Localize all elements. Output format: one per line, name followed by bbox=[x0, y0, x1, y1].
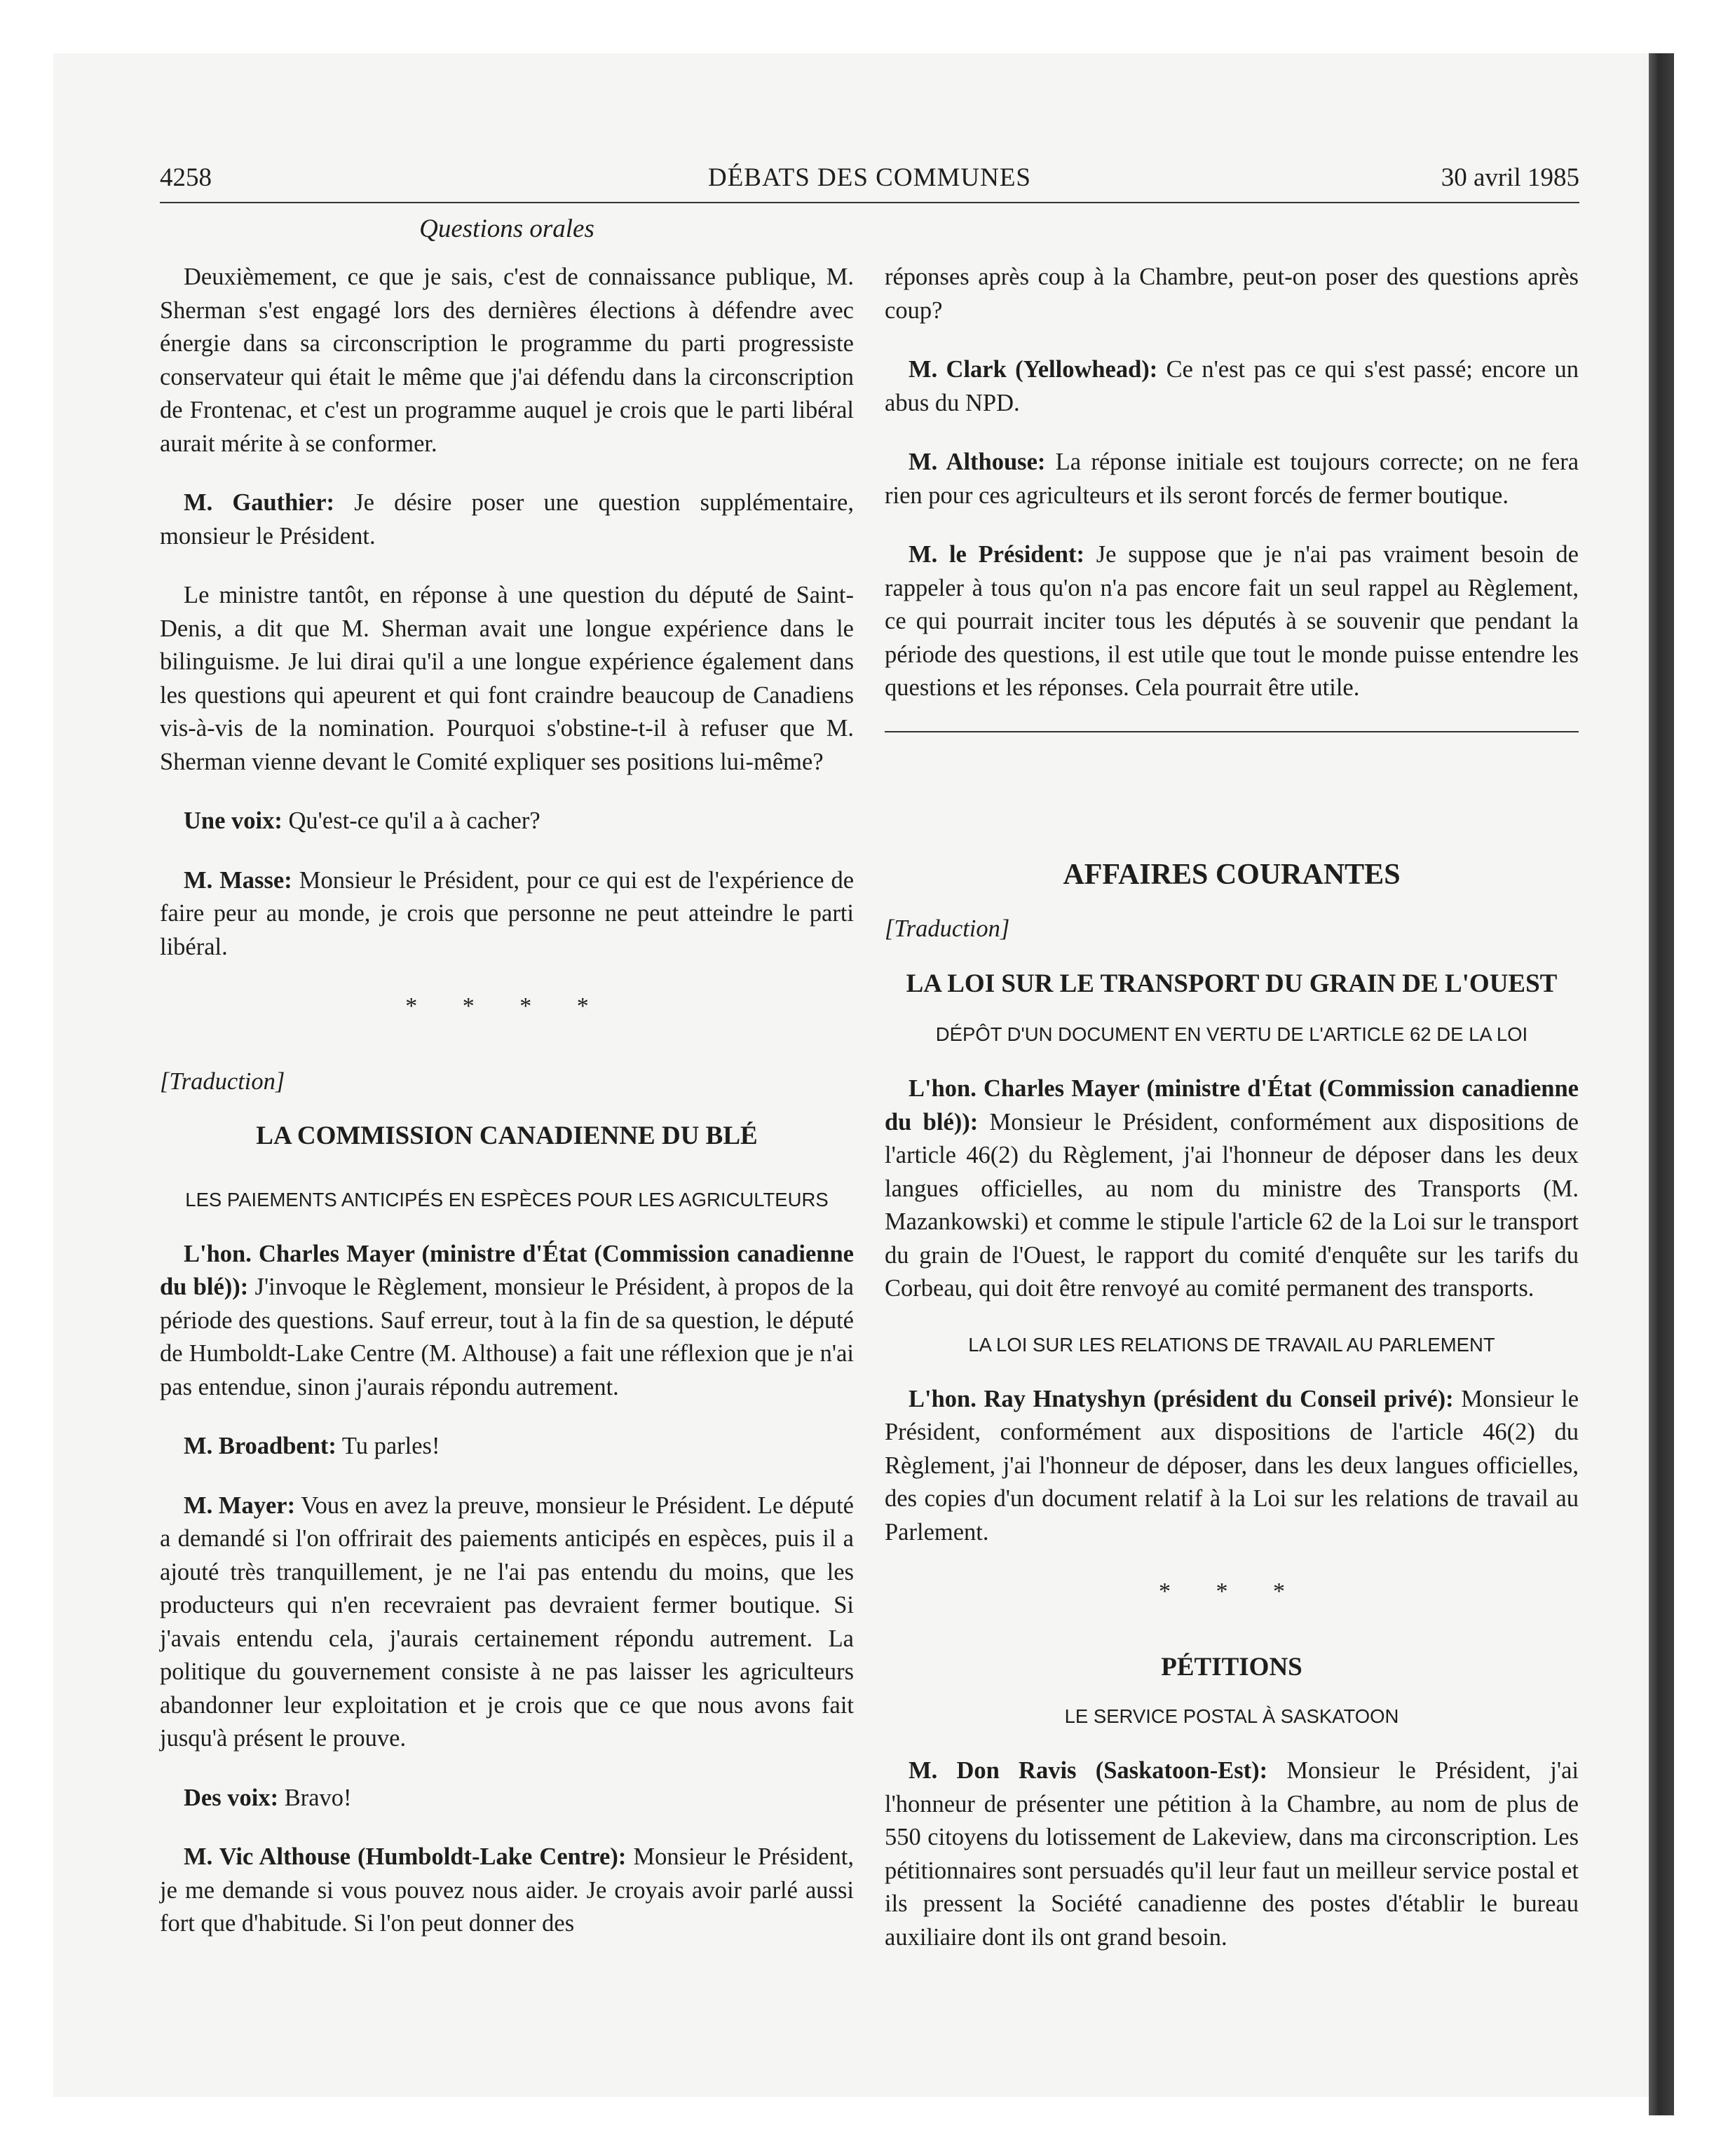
speaker-name: M. Gauthier: bbox=[184, 489, 335, 516]
section-separator: * * * * bbox=[405, 993, 608, 1019]
subsection-heading: LA LOI SUR LES RELATIONS DE TRAVAIL AU PARLEMENT bbox=[968, 1333, 1495, 1356]
translation-note: [Traduction] bbox=[885, 915, 1010, 942]
speech-text: Bravo! bbox=[278, 1784, 352, 1811]
subsection-heading: LES PAIEMENTS ANTICIPÉS EN ESPÈCES POUR LES AGRICULTEURS bbox=[185, 1188, 829, 1210]
speech-text: La réponse initiale est toujours correcte; on ne fera rien pour ces agriculteurs et ils seront forcés de fermer boutique. bbox=[885, 449, 1579, 509]
section-heading: LA LOI SUR LE TRANSPORT DU GRAIN DE L'OUEST bbox=[906, 969, 1558, 998]
speaker-name: M. Clark (Yellowhead): bbox=[909, 356, 1158, 383]
speech-text: Je désire poser une question supplémentaire, monsieur le Président. bbox=[160, 489, 854, 550]
speech-text: J'invoque le Règlement, monsieur le Président, à propos de la période des questions. Sauf erreur, tout à la fin de sa question, le député de Humboldt-Lake Centre (M. Althouse) a fait une réflexion que je n'ai pas entendue, sinon j'aurais répondu autrement. bbox=[160, 1274, 854, 1400]
publication-date: 30 avril 1985 bbox=[1441, 163, 1579, 192]
speech-text: Monsieur le Président, j'ai l'honneur de présenter une pétition à la Chambre, au nom de plus de 550 citoyens du lotissement de Lakeview, dans ma circonscription. Les pétitionnaires sont persuadés qu'il leur faut un meilleur service postal et ils pressent la Société canadienne des postes d'établir le bureau auxiliaire dont ils ont grand besoin. bbox=[885, 1757, 1579, 1951]
translation-note: [Traduction] bbox=[160, 1067, 285, 1095]
paragraph bbox=[885, 538, 1579, 705]
subsection-heading: DÉPÔT D'UN DOCUMENT EN VERTU DE L'ARTICLE 62 DE LA LOI bbox=[935, 1023, 1528, 1045]
speech-text: Monsieur le Président, je me demande si vous pouvez nous aider. Je croyais avoir parlé aussi fort que d'habitude. Si l'on peut donner des bbox=[160, 1843, 854, 1937]
paragraph bbox=[885, 1383, 1579, 1550]
section-label: Questions orales bbox=[419, 214, 594, 243]
right-column bbox=[885, 261, 1579, 1980]
publication-title: DÉBATS DES COMMUNES bbox=[707, 163, 1031, 192]
speech-text: Qu'est-ce qu'il a à cacher? bbox=[282, 807, 540, 834]
speaker-name: L'hon. Charles Mayer (ministre d'État (Commission canadienne du blé)): bbox=[160, 1240, 854, 1300]
paragraph bbox=[885, 353, 1579, 420]
page-header bbox=[160, 163, 1579, 203]
speaker-name: Des voix: bbox=[184, 1784, 279, 1811]
speech-text: Je suppose que je n'ai pas vraiment besoin de rappeler à tous qu'on n'a pas encore fait un seul rappel au Règlement, ce qui pourrait inciter tous les députés à se souvenir que pendant la période des questions, il est utile que tout le monde puisse entendre les questions et les réponses. Cela pourrait être utile. bbox=[885, 541, 1579, 701]
paragraph bbox=[160, 1430, 854, 1464]
subsection-heading: LE SERVICE POSTAL À SASKATOON bbox=[1064, 1705, 1399, 1727]
speaker-name: M. Don Ravis (Saskatoon-Est): bbox=[909, 1757, 1268, 1784]
speech-text: Monsieur le Président, pour ce qui est de l'expérience de faire peur au monde, je crois que personne ne peut atteindre le parti libéral. bbox=[160, 866, 855, 960]
horizontal-rule bbox=[885, 731, 1579, 732]
paragraph bbox=[160, 805, 854, 838]
speech-text: Ce n'est pas ce qui s'est passé; encore un abus du NPD. bbox=[885, 356, 1579, 416]
paragraph bbox=[160, 1238, 854, 1405]
paragraph: réponses après coup à la Chambre, peut-on poser des questions après coup? bbox=[885, 264, 1579, 324]
speech-text: Tu parles! bbox=[336, 1433, 440, 1459]
speaker-name: M. Masse: bbox=[184, 866, 292, 894]
left-column bbox=[160, 261, 854, 1967]
paragraph bbox=[160, 1489, 854, 1756]
paragraph bbox=[160, 1782, 854, 1815]
paragraph bbox=[160, 1841, 854, 1941]
speaker-name: M. Broadbent: bbox=[184, 1433, 336, 1459]
speaker-name: L'hon. Charles Mayer (ministre d'État (Commission canadienne du blé)): bbox=[885, 1075, 1579, 1135]
speaker-name: L'hon. Ray Hnatyshyn (président du Conseil privé): bbox=[909, 1385, 1454, 1412]
binding-edge bbox=[1649, 53, 1674, 2115]
paragraph: Deuxièmement, ce que je sais, c'est de connaissance publique, M. Sherman s'est engagé lors des dernières élections à défendre avec énergie dans sa circonscription le programme du parti progressiste conservateur qui était le même que j'ai défendu dans la circonscription de Frontenac, et c'est un programme auquel je crois que le parti libéral aurait mérite à se conformer. bbox=[160, 264, 854, 457]
paragraph bbox=[160, 864, 854, 964]
page-number: 4258 bbox=[160, 163, 212, 192]
paragraph bbox=[885, 1072, 1579, 1306]
paragraph bbox=[885, 446, 1579, 512]
speaker-name: Une voix: bbox=[184, 807, 283, 834]
speech-text: Monsieur le Président, conformément aux dispositions de l'article 46(2) du Règlement, j'ai l'honneur de déposer, dans les deux langues officielles, des copies d'un document relatif à la Loi sur les relations de travail au Parlement. bbox=[885, 1385, 1579, 1546]
paragraph bbox=[885, 1754, 1579, 1954]
section-heading: PÉTITIONS bbox=[1161, 1652, 1302, 1681]
speech-text: Vous en avez la preuve, monsieur le Président. Le député a demandé si l'on offrirait des paiements anticipés en espèces, puis il a ajouté très tranquillement, je ne l'ai pas entendu du moins, que les producteurs qui n'en recevraient pas devraient fermer boutique. Si j'avais entendu cela, j'aurais certainement répondu autrement. La politique du gouvernement consiste à ne pas laisser les agriculteurs abandonner leur exploitation et je crois que ce que nous avons fait jusqu'à présent le prouve. bbox=[160, 1492, 854, 1752]
section-heading: LA COMMISSION CANADIENNE DU BLÉ bbox=[256, 1121, 758, 1150]
speaker-name: M. Mayer: bbox=[184, 1492, 296, 1519]
speaker-name: M. Vic Althouse (Humboldt-Lake Centre): bbox=[184, 1843, 627, 1870]
section-heading: AFFAIRES COURANTES bbox=[1063, 858, 1401, 891]
speaker-name: M. le Président: bbox=[909, 541, 1084, 568]
speaker-name: M. Althouse: bbox=[909, 449, 1046, 475]
paragraph bbox=[160, 486, 854, 553]
speech-text: Monsieur le Président, conformément aux dispositions de l'article 46(2) du Règlement, j'ai l'honneur de déposer dans les deux langues officielles, au nom du ministre des Transports (M. Mazankowski) et comme le stipule l'article 62 de la Loi sur le transport du grain de l'Ouest, le rapport du comité d'enquête sur les tarifs du Corbeau, qui doit être renvoyé au comité permanent des transports. bbox=[885, 1108, 1579, 1302]
paragraph: Le ministre tantôt, en réponse à une question du député de Saint-Denis, a dit que M. Sherman avait une longue expérience dans le bilinguisme. Je lui dirai qu'il a une longue expérience également dans les questions qui apeurent et qui font craindre beaucoup de Canadiens vis-à-vis de la nomination. Pourquoi s'obstine-t-il à refuser que M. Sherman vienne devant le Comité expliquer ses positions lui-même? bbox=[160, 582, 854, 775]
section-separator: * * * bbox=[1159, 1578, 1305, 1604]
